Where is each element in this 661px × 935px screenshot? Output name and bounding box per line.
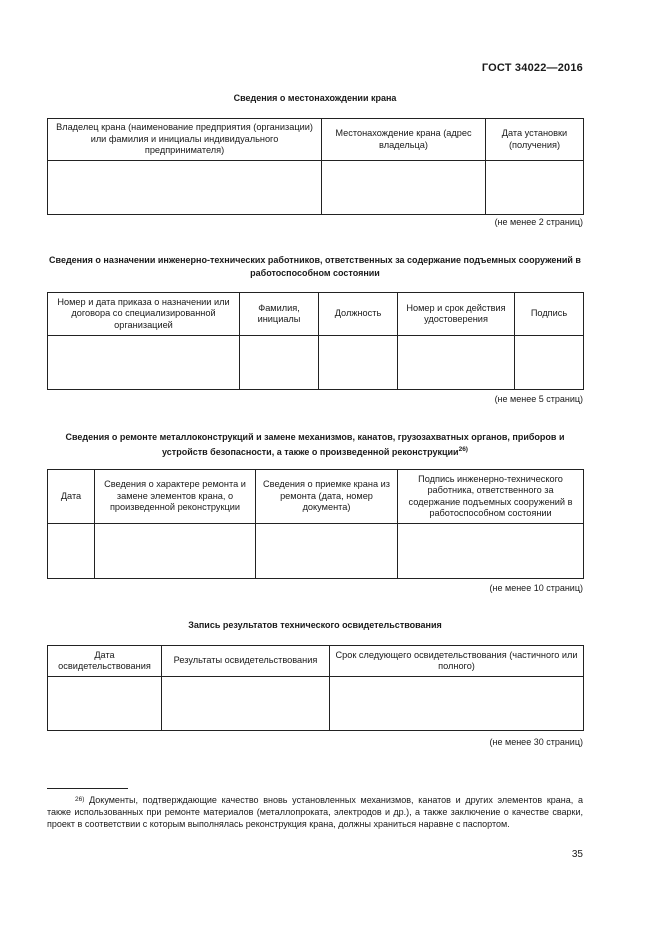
empty-cell: [48, 336, 240, 390]
empty-cell: [48, 161, 322, 215]
empty-cell: [240, 336, 319, 390]
empty-cell: [95, 524, 256, 579]
section-title-engineers: Сведения о назначении инженерно-технических работников, ответственных за содержание подъемных сооружений в работоспособном состоянии: [49, 255, 581, 278]
page-number: 35: [571, 849, 583, 860]
empty-cell: [319, 336, 398, 390]
column-header: Сведения о приемке крана из ремонта (дата, номер документа): [256, 470, 398, 524]
table-repairs: [47, 469, 584, 579]
section-title-inspection: Запись результатов технического освидетельствования: [188, 620, 442, 630]
table-inspection: [47, 645, 584, 731]
footnote-mark: 26): [75, 796, 85, 803]
footnote: [47, 794, 583, 830]
section-title-location: Сведения о местонахождении крана: [233, 93, 397, 103]
footnote-divider: [47, 788, 128, 789]
empty-cell: [398, 336, 515, 390]
empty-cell: [398, 524, 584, 579]
column-header: Результаты освидетельствования: [162, 646, 330, 677]
section-title-text: Сведения о ремонте металлоконструкций и замене механизмов, канатов, грузозахватных органов, приборов и устройств безопасности, а также о произведенной реконструкции: [65, 432, 565, 457]
column-header: Подпись: [515, 293, 584, 336]
empty-cell: [330, 677, 584, 731]
column-header: Местонахождение крана (адрес владельца): [322, 119, 486, 161]
table-crane-location: [47, 118, 584, 215]
column-header: Дата: [48, 470, 95, 524]
empty-cell: [48, 677, 162, 731]
empty-cell: [322, 161, 486, 215]
standard-number: ГОСТ 34022—2016: [481, 62, 583, 74]
footnote-reference: 26): [458, 445, 468, 453]
empty-cell: [515, 336, 584, 390]
column-header: Фамилия, инициалы: [240, 293, 319, 336]
empty-cell: [256, 524, 398, 579]
page-count-note: (не менее 2 страниц): [494, 217, 583, 227]
column-header: Срок следующего освидетельствования (частичного или полного): [330, 646, 584, 677]
footnote-text: Документы, подтверждающие качество вновь установленных механизмов, канатов и других элементов крана, а также использованных при ремонте материалов (металлопроката, электродов и др.), а также заключение о качестве сварки, проект в соответствии с которым выполнялась реконструкция крана, должны храниться наравне с паспортом.: [47, 795, 583, 829]
column-header: Дата установки (получения): [486, 119, 584, 161]
empty-cell: [486, 161, 584, 215]
column-header: Дата освидетельствования: [48, 646, 162, 677]
column-header: Номер и дата приказа о назначении или договора со специализированной организацией: [48, 293, 240, 336]
page-count-note: (не менее 30 страниц): [489, 737, 583, 747]
table-engineers: [47, 292, 584, 390]
column-header: Номер и срок действия удостоверения: [398, 293, 515, 336]
section-title-repairs: [47, 431, 583, 458]
empty-cell: [162, 677, 330, 731]
page-count-note: (не менее 10 страниц): [489, 583, 583, 593]
page-count-note: (не менее 5 страниц): [494, 394, 583, 404]
column-header: Должность: [319, 293, 398, 336]
column-header: Владелец крана (наименование предприятия (организации) или фамилия и инициалы индивидуального предпринимателя): [48, 119, 322, 161]
column-header: Сведения о характере ремонта и замене элементов крана, о произведенной реконструкции: [95, 470, 256, 524]
empty-cell: [48, 524, 95, 579]
column-header: Подпись инженерно-технического работника, ответственного за содержание подъемных сооружений в работоспособном состоянии: [398, 470, 584, 524]
